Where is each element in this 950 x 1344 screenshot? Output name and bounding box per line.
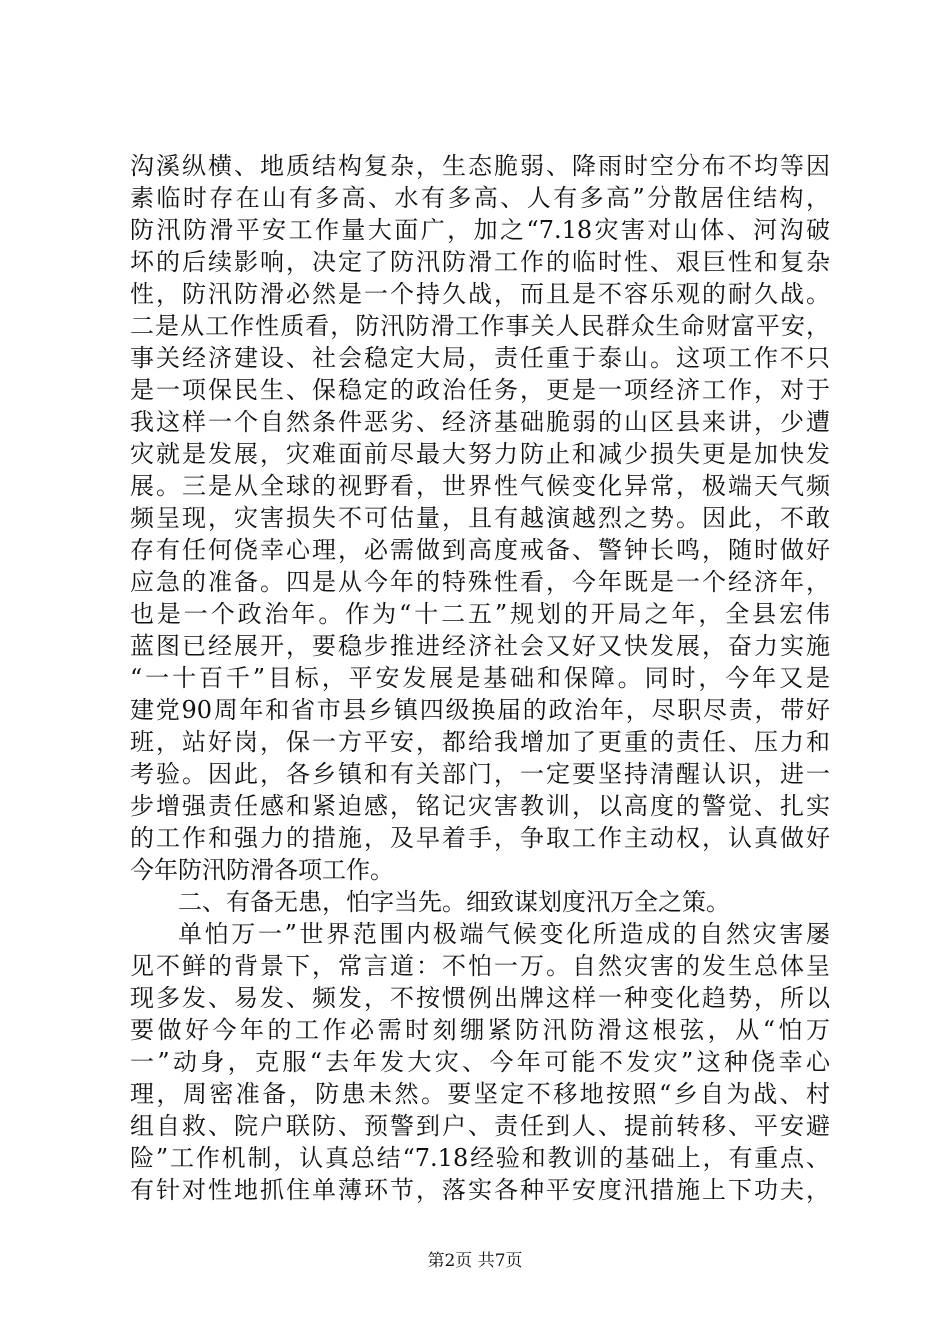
text-line: 的工作和强力的措施，及早着手，争取工作主动权，认真做好 [130,824,830,852]
text-line: 要做好今年的工作必需时刻绷紧防汛防滑这根弦，从“怕万 [130,1016,830,1044]
text-line: 展。三是从全球的视野看，世界性气候变化异常，极端天气频 [130,472,830,500]
text-line: 单怕万一”世界范围内极端气候变化所造成的自然灾害屡 [178,920,830,948]
text-line: “一十百千”目标，平安发展是基础和保障。同时，今年又是 [130,664,830,692]
text-line: 一”动身，克服“去年发大灾、今年可能不发灾”这种侥幸心 [130,1048,830,1076]
page-footer [0,1250,950,1272]
text-line: 是一项保民生、保稳定的政治任务，更是一项经济工作，对于 [130,376,830,404]
text-line: 考验。因此，各乡镇和有关部门，一定要坚持清醒认识，进一 [130,760,830,788]
text-line: 我这样一个自然条件恶劣、经济基础脆弱的山区县来讲，少遭 [130,408,830,436]
body-text [130,150,830,1206]
text-line: 沟溪纵横、地质结构复杂，生态脆弱、降雨时空分布不均等因 [130,152,830,180]
text-line: 素临时存在山有多高、水有多高、人有多高”分散居住结构， [130,184,830,212]
page-number: 第2页 共7页 [427,1251,523,1271]
text-line: 班，站好岗，保一方平安，都给我增加了更重的责任、压力和 [130,728,830,756]
text-line: 理，周密准备，防患未然。要坚定不移地按照“乡自为战、村 [130,1080,830,1108]
text-line: 险”工作机制，认真总结“7.18经验和教训的基础上，有重点、 [130,1144,830,1172]
text-line: 事关经济建设、社会稳定大局，责任重于泰山。这项工作不只 [130,344,830,372]
text-line: 防汛防滑平安工作量大面广，加之“7.18灾害对山体、河沟破 [130,216,830,244]
text-line: 应急的准备。四是从今年的特殊性看，今年既是一个经济年， [130,568,830,596]
text-line: 存有任何侥幸心理，必需做到高度戒备、警钟长鸣，随时做好 [130,536,830,564]
text-line: 坏的后续影响，决定了防汛防滑工作的临时性、艰巨性和复杂 [130,248,830,276]
text-line: 二是从工作性质看，防汛防滑工作事关人民群众生命财富平安， [130,312,830,340]
text-line: 蓝图已经展开，要稳步推进经济社会又好又快发展，奋力实施 [130,632,830,660]
text-line: 步增强责任感和紧迫感，铭记灾害教训，以高度的警觉、扎实 [130,792,830,820]
text-line: 频呈现，灾害损失不可估量，且有越演越烈之势。因此，不敢 [130,504,830,532]
text-line: 有针对性地抓住单薄环节，落实各种平安度汛措施上下功夫， [130,1176,830,1204]
text-line: 灾就是发展，灾难面前尽最大努力防止和减少损失更是加快发 [130,440,830,468]
text-line: 也是一个政治年。作为“十二五”规划的开局之年，全县宏伟 [130,600,830,628]
text-line: 性，防汛防滑必然是一个持久战，而且是不容乐观的耐久战。 [130,280,830,308]
text-line: 现多发、易发、频发，不按惯例出牌这样一种变化趋势，所以 [130,984,830,1012]
text-line: 建党90周年和省市县乡镇四级换届的政治年，尽职尽责，带好 [130,696,830,724]
section-heading: 二、有备无患，怕字当先。细致谋划度汛万全之策。 [178,888,730,916]
text-line: 今年防汛防滑各项工作。 [130,856,394,884]
text-line: 组自救、院户联防、预警到户、责任到人、提前转移、平安避 [130,1112,830,1140]
text-line: 见不鲜的背景下，常言道：不怕一万。自然灾害的发生总体呈 [130,952,830,980]
